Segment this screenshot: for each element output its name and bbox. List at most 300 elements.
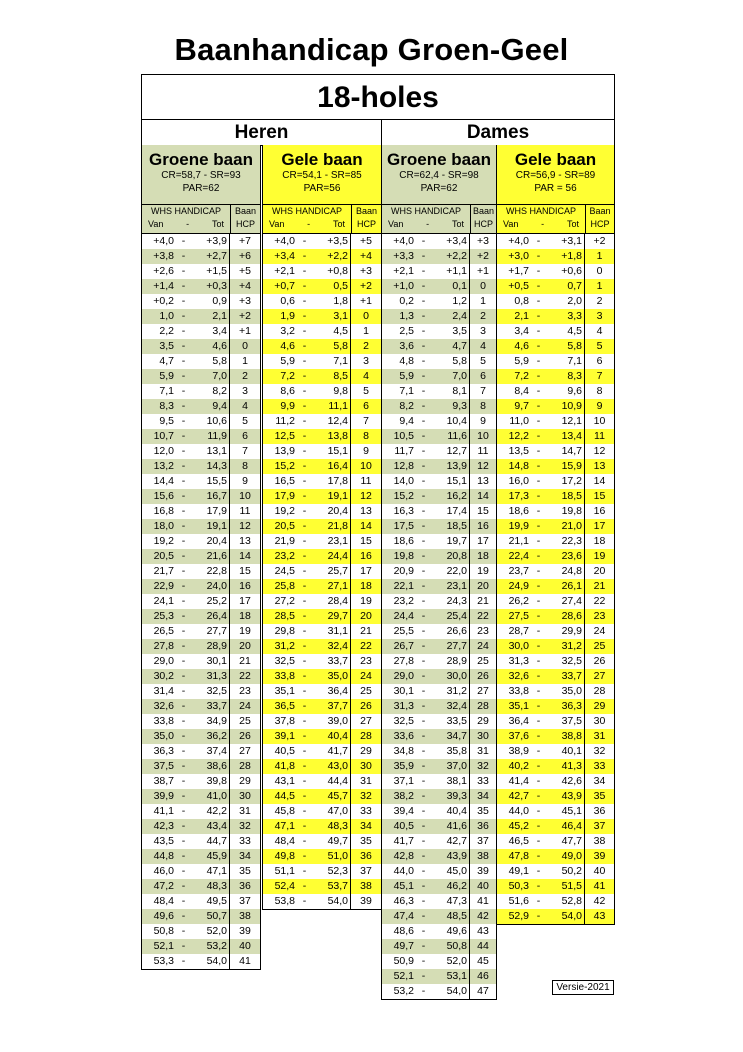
table-row — [142, 939, 260, 954]
hcp-cell: 28 — [350, 729, 381, 744]
van-cell: 25,5 — [393, 625, 414, 637]
table-row — [263, 894, 381, 909]
tot-cell: 1,8 — [333, 295, 348, 307]
hcp-cell: 1 — [350, 324, 381, 339]
table-row — [142, 399, 260, 414]
table-row — [263, 309, 381, 324]
van-cell: +3,3 — [393, 250, 414, 262]
dash-cell: - — [302, 235, 307, 247]
dash-cell: - — [421, 325, 426, 337]
van-cell: 15,6 — [153, 490, 174, 502]
hcp-cell: 39 — [350, 894, 381, 909]
table-row — [497, 624, 614, 639]
tot-cell: 34,9 — [206, 715, 227, 727]
van-cell: 21,7 — [153, 565, 174, 577]
column-dames-geel — [496, 145, 615, 925]
tot-cell: 19,7 — [446, 535, 467, 547]
tot-cell: +0,3 — [206, 280, 227, 292]
table-row — [382, 849, 496, 864]
dash-cell: - — [302, 760, 307, 772]
van-cell: 5,9 — [399, 370, 414, 382]
van-cell: 12,0 — [153, 445, 174, 457]
hcp-cell: 38 — [229, 909, 260, 924]
dash-cell: - — [421, 460, 426, 472]
table-row — [497, 429, 614, 444]
table-row — [382, 639, 496, 654]
hcp-cell: 42 — [469, 909, 496, 924]
hcp-cell: 22 — [229, 669, 260, 684]
van-cell: 41,1 — [153, 805, 174, 817]
van-cell: 16,0 — [508, 475, 529, 487]
table-row — [263, 699, 381, 714]
table-row — [382, 834, 496, 849]
table-row — [497, 444, 614, 459]
hcp-cell: 23 — [350, 654, 381, 669]
van-cell: 7,2 — [514, 370, 529, 382]
tot-cell: 22,3 — [561, 535, 582, 547]
table-row — [497, 669, 614, 684]
hcp-cell: 39 — [584, 849, 614, 864]
table-row — [382, 669, 496, 684]
table-row — [497, 849, 614, 864]
table-row — [497, 804, 614, 819]
tot-cell: 15,1 — [446, 475, 467, 487]
hcp-cell: 40 — [584, 864, 614, 879]
dash-cell: - — [421, 490, 426, 502]
van-cell: 42,3 — [153, 820, 174, 832]
table-row — [382, 384, 496, 399]
table-row — [497, 414, 614, 429]
hcp-cell: 10 — [584, 414, 614, 429]
dash-label: - — [426, 219, 430, 229]
tot-cell: 48,5 — [446, 910, 467, 922]
van-cell: 47,8 — [508, 850, 529, 862]
tot-cell: 10,6 — [206, 415, 227, 427]
hcp-cell: 28 — [584, 684, 614, 699]
tot-cell: +0,6 — [561, 265, 582, 277]
table-row — [382, 369, 496, 384]
van-cell: 49,7 — [393, 940, 414, 952]
table-row — [142, 294, 260, 309]
dash-cell: - — [536, 490, 541, 502]
course-name: Gele baan — [281, 150, 363, 169]
tot-cell: 47,7 — [561, 835, 582, 847]
dash-cell: - — [181, 670, 186, 682]
van-cell: 13,9 — [274, 445, 295, 457]
tot-cell: 47,0 — [327, 805, 348, 817]
van-cell: 17,5 — [393, 520, 414, 532]
dash-cell: - — [302, 265, 307, 277]
course-name: Gele baan — [514, 150, 597, 169]
dash-cell: - — [536, 370, 541, 382]
tot-cell: 11,9 — [207, 430, 227, 442]
table-row — [497, 384, 614, 399]
tot-cell: 24,4 — [327, 550, 348, 562]
hcp-cell: 30 — [469, 729, 496, 744]
hcp-cell: 5 — [229, 414, 260, 429]
tot-cell: 33,7 — [561, 670, 582, 682]
tot-cell: 21,0 — [561, 520, 582, 532]
table-row — [142, 864, 260, 879]
tot-cell: 47,1 — [206, 865, 227, 877]
tot-cell: 0,7 — [567, 280, 582, 292]
van-cell: 31,3 — [508, 655, 529, 667]
tot-cell: 25,7 — [327, 565, 348, 577]
hcp-cell: 11 — [350, 474, 381, 489]
van-cell: 9,7 — [514, 400, 529, 412]
table-row — [263, 804, 381, 819]
hcp-cell: 46 — [469, 969, 496, 984]
table-row — [142, 249, 260, 264]
hcp-cell: 24 — [350, 669, 381, 684]
dash-cell: - — [302, 685, 307, 697]
van-label: Van — [148, 219, 164, 229]
hcp-cell: 38 — [350, 879, 381, 894]
tot-cell: 35,0 — [327, 670, 348, 682]
table-row — [263, 549, 381, 564]
dash-cell: - — [536, 775, 541, 787]
hcp-cell: 0 — [229, 339, 260, 354]
van-cell: 4,6 — [514, 340, 529, 352]
tot-cell: 51,0 — [327, 850, 348, 862]
dash-cell: - — [181, 445, 186, 457]
hcp-cell: 28 — [469, 699, 496, 714]
van-cell: 2,1 — [514, 310, 529, 322]
tot-cell: 7,0 — [212, 370, 227, 382]
dash-cell: - — [421, 955, 426, 967]
van-cell: 35,1 — [274, 685, 295, 697]
hcp-cell: 19 — [229, 624, 260, 639]
hcp-cell: 10 — [229, 489, 260, 504]
tot-cell: 12,7 — [446, 445, 467, 457]
dash-cell: - — [536, 835, 541, 847]
tot-cell: 16,2 — [446, 490, 467, 502]
hcp-cell: 37 — [469, 834, 496, 849]
table-row — [382, 759, 496, 774]
dash-cell: - — [421, 445, 426, 457]
dash-cell: - — [421, 850, 426, 862]
dash-cell: - — [302, 745, 307, 757]
hcp-cell: 27 — [584, 669, 614, 684]
dash-cell: - — [302, 670, 307, 682]
table-row — [382, 624, 496, 639]
van-cell: 44,0 — [393, 865, 414, 877]
hcp-cell: 31 — [469, 744, 496, 759]
tot-cell: 9,8 — [333, 385, 348, 397]
table-row — [142, 789, 260, 804]
van-cell: 45,8 — [274, 805, 295, 817]
van-cell: 38,7 — [153, 775, 174, 787]
hcp-cell: +7 — [229, 234, 260, 249]
hcp-cell: 18 — [469, 549, 496, 564]
table-row — [142, 774, 260, 789]
van-cell: 44,5 — [274, 790, 295, 802]
hcp-cell: 37 — [584, 819, 614, 834]
hcp-cell: 31 — [350, 774, 381, 789]
van-cell: 33,6 — [393, 730, 414, 742]
table-row — [142, 684, 260, 699]
tot-cell: 26,6 — [446, 625, 467, 637]
van-cell: 3,4 — [514, 325, 529, 337]
tot-label: Tot — [211, 219, 224, 229]
van-cell: +0,5 — [508, 280, 529, 292]
dash-cell: - — [302, 805, 307, 817]
dash-cell: - — [421, 940, 426, 952]
course-par: PAR=62 — [182, 183, 220, 194]
van-cell: 22,4 — [508, 550, 529, 562]
version-label: Versie-2021 — [552, 980, 614, 995]
hcp-cell: 16 — [469, 519, 496, 534]
van-cell: 9,5 — [159, 415, 174, 427]
dash-cell: - — [536, 865, 541, 877]
dash-cell: - — [302, 820, 307, 832]
tot-cell: 28,9 — [446, 655, 467, 667]
hcp-cell: 2 — [469, 309, 496, 324]
van-cell: +4,0 — [393, 235, 414, 247]
table-row — [142, 339, 260, 354]
van-cell: 11,2 — [275, 415, 295, 427]
table-row — [142, 624, 260, 639]
dash-cell: - — [536, 340, 541, 352]
dash-cell: - — [536, 790, 541, 802]
column-dames-groen — [381, 145, 497, 1000]
dash-label: - — [186, 219, 190, 229]
table-row — [142, 594, 260, 609]
van-cell: 40,5 — [393, 820, 414, 832]
baan-hcp-header — [352, 205, 381, 233]
baan-label: Baan — [589, 206, 611, 216]
dash-cell: - — [421, 505, 426, 517]
dash-cell: - — [302, 310, 307, 322]
dash-cell: - — [536, 880, 541, 892]
van-cell: 37,5 — [153, 760, 174, 772]
tot-cell: 26,4 — [206, 610, 227, 622]
van-cell: 50,8 — [153, 925, 174, 937]
tot-cell: 20,4 — [206, 535, 227, 547]
table-row — [263, 834, 381, 849]
table-row — [497, 579, 614, 594]
tot-cell: 42,7 — [446, 835, 467, 847]
table-row — [142, 639, 260, 654]
table-row — [142, 414, 260, 429]
table-row — [263, 339, 381, 354]
van-cell: 44,0 — [508, 805, 529, 817]
van-cell: 4,8 — [399, 355, 414, 367]
table-row — [263, 864, 381, 879]
van-cell: 18,6 — [393, 535, 414, 547]
tot-cell: 54,0 — [206, 955, 227, 967]
tot-cell: 12,1 — [561, 415, 582, 427]
hcp-cell: 34 — [584, 774, 614, 789]
hcp-label: HCP — [473, 219, 493, 229]
dash-cell: - — [536, 445, 541, 457]
table-row — [497, 609, 614, 624]
dash-cell: - — [421, 610, 426, 622]
table-row — [382, 489, 496, 504]
dash-cell: - — [181, 580, 186, 592]
hcp-cell: 38 — [584, 834, 614, 849]
dash-cell: - — [421, 835, 426, 847]
table-row — [497, 489, 614, 504]
table-row — [142, 954, 260, 969]
dash-cell: - — [181, 820, 186, 832]
dash-cell: - — [421, 385, 426, 397]
tot-cell: 44,4 — [327, 775, 348, 787]
van-cell: 24,5 — [274, 565, 295, 577]
tot-cell: 13,1 — [206, 445, 227, 457]
hcp-cell: 29 — [584, 699, 614, 714]
dash-cell: - — [181, 490, 186, 502]
hcp-cell: +3 — [229, 294, 260, 309]
van-cell: 25,3 — [153, 610, 174, 622]
dash-cell: - — [536, 700, 541, 712]
tot-cell: 26,1 — [561, 580, 582, 592]
table-row — [263, 819, 381, 834]
van-cell: 48,4 — [153, 895, 174, 907]
table-row — [497, 729, 614, 744]
dash-cell: - — [536, 505, 541, 517]
hcp-cell: 38 — [469, 849, 496, 864]
tot-cell: 30,0 — [446, 670, 467, 682]
tot-cell: 5,8 — [333, 340, 348, 352]
dash-cell: - — [302, 850, 307, 862]
dash-cell: - — [421, 805, 426, 817]
table-row — [142, 264, 260, 279]
van-cell: 14,8 — [508, 460, 529, 472]
table-row — [497, 789, 614, 804]
van-cell: 36,4 — [508, 715, 529, 727]
course-rating: CR=54,1 - SR=85 — [282, 170, 362, 181]
dash-cell: - — [181, 730, 186, 742]
dash-cell: - — [302, 535, 307, 547]
dash-cell: - — [302, 730, 307, 742]
table-row — [382, 234, 496, 249]
table-row — [263, 354, 381, 369]
hcp-cell: 16 — [584, 504, 614, 519]
tot-cell: 17,8 — [327, 475, 348, 487]
hcp-cell: 22 — [469, 609, 496, 624]
table-row — [263, 234, 381, 249]
dash-cell: - — [181, 355, 186, 367]
dash-cell: - — [302, 640, 307, 652]
dash-cell: - — [302, 430, 307, 442]
hcp-cell: 11 — [469, 444, 496, 459]
hcp-cell: 0 — [350, 309, 381, 324]
tot-cell: 23,1 — [446, 580, 467, 592]
table-row — [497, 324, 614, 339]
tot-cell: 34,7 — [446, 730, 467, 742]
table-row — [263, 654, 381, 669]
dash-cell: - — [536, 655, 541, 667]
tot-cell: 32,4 — [446, 700, 467, 712]
dash-cell: - — [421, 265, 426, 277]
dash-cell: - — [302, 880, 307, 892]
van-cell: 8,2 — [399, 400, 414, 412]
hcp-cell: 39 — [469, 864, 496, 879]
table-row — [382, 984, 496, 999]
table-row — [263, 324, 381, 339]
hcp-cell: 17 — [584, 519, 614, 534]
table-row — [382, 939, 496, 954]
table-row — [263, 564, 381, 579]
van-cell: 23,2 — [274, 550, 295, 562]
tot-cell: 24,8 — [561, 565, 582, 577]
table-row — [382, 819, 496, 834]
column-subheader — [142, 205, 260, 234]
tot-cell: 36,3 — [561, 700, 582, 712]
dash-cell: - — [536, 685, 541, 697]
tot-cell: 0,9 — [212, 295, 227, 307]
van-cell: 19,8 — [393, 550, 414, 562]
tot-cell: 21,6 — [206, 550, 227, 562]
table-row — [142, 579, 260, 594]
van-cell: 10,5 — [393, 430, 414, 442]
table-row — [497, 714, 614, 729]
tot-cell: 37,4 — [206, 745, 227, 757]
tot-cell: 52,0 — [206, 925, 227, 937]
van-cell: +1,4 — [153, 280, 174, 292]
table-row — [497, 309, 614, 324]
van-cell: 17,3 — [508, 490, 529, 502]
tot-cell: 3,3 — [567, 310, 582, 322]
tot-cell: 25,2 — [206, 595, 227, 607]
hcp-cell: 31 — [229, 804, 260, 819]
dash-cell: - — [181, 835, 186, 847]
tot-cell: 42,6 — [561, 775, 582, 787]
hcp-cell: 30 — [229, 789, 260, 804]
tot-cell: 20,8 — [446, 550, 467, 562]
whs-label: WHS HANDICAP — [271, 206, 342, 216]
table-row — [497, 759, 614, 774]
tot-cell: 5,8 — [212, 355, 227, 367]
tot-cell: 41,6 — [446, 820, 467, 832]
tot-cell: 53,2 — [206, 940, 227, 952]
dash-cell: - — [421, 745, 426, 757]
van-cell: 33,8 — [153, 715, 174, 727]
tot-cell: 3,1 — [333, 310, 348, 322]
hcp-cell: 45 — [469, 954, 496, 969]
hcp-cell: 9 — [350, 444, 381, 459]
tot-cell: 27,7 — [446, 640, 467, 652]
tot-cell: 28,4 — [327, 595, 348, 607]
van-cell: 29,0 — [153, 655, 174, 667]
van-cell: 24,4 — [393, 610, 414, 622]
dash-cell: - — [181, 265, 186, 277]
hcp-cell: 8 — [584, 384, 614, 399]
dash-cell: - — [421, 295, 426, 307]
dash-cell: - — [302, 460, 307, 472]
van-cell: +2,6 — [153, 265, 174, 277]
column-subheader — [382, 205, 496, 234]
table-row — [382, 894, 496, 909]
dash-cell: - — [536, 895, 541, 907]
hcp-cell: 14 — [584, 474, 614, 489]
dash-cell: - — [536, 670, 541, 682]
tot-cell: 27,1 — [327, 580, 348, 592]
hcp-cell: 1 — [469, 294, 496, 309]
dash-cell: - — [302, 715, 307, 727]
dash-cell: - — [536, 295, 541, 307]
dash-cell: - — [302, 475, 307, 487]
tot-cell: 0,1 — [452, 280, 467, 292]
van-cell: 16,5 — [274, 475, 295, 487]
van-cell: 31,2 — [274, 640, 295, 652]
tot-cell: +3,4 — [446, 235, 467, 247]
dash-cell: - — [302, 355, 307, 367]
table-row — [382, 549, 496, 564]
hcp-cell: 6 — [350, 399, 381, 414]
hcp-cell: 1 — [584, 249, 614, 264]
